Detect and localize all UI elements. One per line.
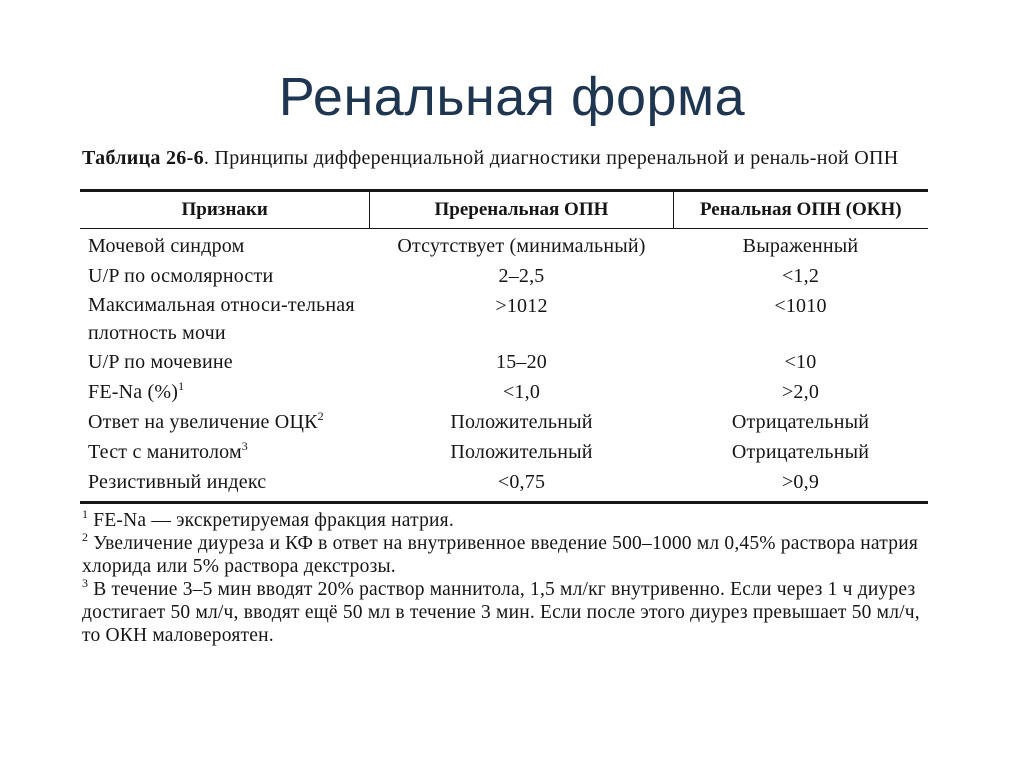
cell-sign-text: Мочевой синдром (88, 235, 245, 257)
cell-prerenal (370, 407, 673, 437)
cell-prerenal (370, 437, 673, 467)
cell-renal (673, 347, 928, 377)
cell-renal-value: >2,0 (781, 381, 820, 403)
table-caption-label: Таблица 26-6 (82, 147, 204, 169)
table-bottom-rule (80, 501, 928, 504)
footnote-mark: 2 (82, 529, 89, 544)
cell-sign (80, 377, 370, 407)
cell-sign (80, 437, 370, 467)
cell-prerenal-value: 2–2,5 (498, 265, 545, 287)
footnote-text: Увеличение диуреза и КФ в ответ на внутривенное введение 500–1000 мл 0,45% раствора натрия хлорида или 5% раствора декстрозы. (82, 532, 918, 577)
table-row (80, 261, 928, 291)
table-body (80, 229, 928, 501)
cell-prerenal-value: >1012 (495, 295, 548, 317)
footnote-ref: 1 (178, 379, 185, 393)
cell-renal (673, 467, 928, 497)
header-signs: Признаки (181, 198, 268, 220)
cell-renal-value: Выраженный (742, 235, 859, 257)
cell-sign-text: Максимальная относи-тельная плотность мочи (88, 294, 355, 344)
footnote (82, 529, 928, 578)
cell-renal (673, 377, 928, 407)
cell-prerenal-value: 15–20 (496, 351, 547, 373)
cell-sign-text: Ответ на увеличение ОЦК (88, 411, 318, 433)
footnote-ref: 2 (317, 409, 324, 423)
table-row (80, 231, 928, 261)
table-caption-text: . Принципы дифференциальной диагностики преренальной и реналь-ной ОПН (203, 147, 899, 169)
table-row (80, 291, 928, 347)
table-caption (80, 146, 928, 171)
cell-sign (80, 261, 370, 291)
cell-renal (673, 231, 928, 261)
cell-prerenal-value: Положительный (450, 411, 593, 433)
table-row (80, 437, 928, 467)
diagnosis-table (80, 192, 928, 504)
cell-renal (673, 261, 928, 291)
cell-sign-text: U/P по осмолярности (88, 265, 274, 287)
cell-sign (80, 407, 370, 437)
table-header-row (80, 192, 928, 228)
cell-prerenal (370, 347, 673, 377)
footnote-text: FE-Na — экскретируемая фракция натрия. (88, 509, 454, 531)
cell-renal-value: <1,2 (781, 265, 820, 287)
footnote-ref: 3 (241, 439, 248, 453)
cell-sign (80, 347, 370, 377)
cell-prerenal (370, 231, 673, 261)
cell-prerenal-value: Отсутствует (минимальный) (397, 235, 646, 257)
table-scan (80, 146, 928, 647)
cell-prerenal (370, 377, 673, 407)
header-prerenal: Преренальная ОПН (369, 192, 673, 228)
cell-renal-value: Отрицательный (731, 411, 870, 433)
cell-sign-text: FE-Na (%) (88, 381, 179, 403)
table-row (80, 377, 928, 407)
table-row (80, 467, 928, 497)
cell-renal-value: >0,9 (781, 471, 820, 493)
cell-prerenal (370, 291, 673, 347)
cell-sign-text: Резистивный индекс (88, 471, 267, 493)
cell-prerenal-value: <1,0 (502, 381, 541, 403)
cell-renal (673, 291, 928, 347)
footnotes (80, 504, 928, 647)
cell-sign-text: U/P по мочевине (88, 351, 233, 373)
table-row (80, 347, 928, 377)
slide-title: Ренальная форма (278, 67, 746, 127)
footnote-text: В течение 3–5 мин вводят 20% раствор маннитола, 1,5 мл/кг внутривенно. Если через 1 ч диурез достигает 50 мл/ч, вводят ещё 50 мл в течение 3 мин. Если после этого диурез превышает 50 мл/ч, то ОКН маловероятен. (82, 578, 920, 646)
cell-renal-value: <10 (784, 351, 817, 373)
cell-prerenal-value: <0,75 (497, 471, 546, 493)
cell-prerenal (370, 467, 673, 497)
cell-prerenal-value: Положительный (450, 441, 593, 463)
table-row (80, 407, 928, 437)
footnote (82, 575, 928, 647)
cell-renal (673, 407, 928, 437)
cell-sign-text: Тест с манитолом (88, 441, 242, 463)
cell-sign (80, 467, 370, 497)
cell-sign (80, 291, 370, 347)
cell-prerenal (370, 261, 673, 291)
cell-renal-value: Отрицательный (731, 441, 870, 463)
cell-sign (80, 231, 370, 261)
footnote (82, 506, 928, 532)
footnote-mark: 3 (82, 575, 89, 590)
footnote-mark: 1 (82, 506, 89, 521)
header-renal: Ренальная ОПН (ОКН) (699, 198, 902, 220)
cell-renal (673, 437, 928, 467)
cell-renal-value: <1010 (774, 295, 827, 317)
